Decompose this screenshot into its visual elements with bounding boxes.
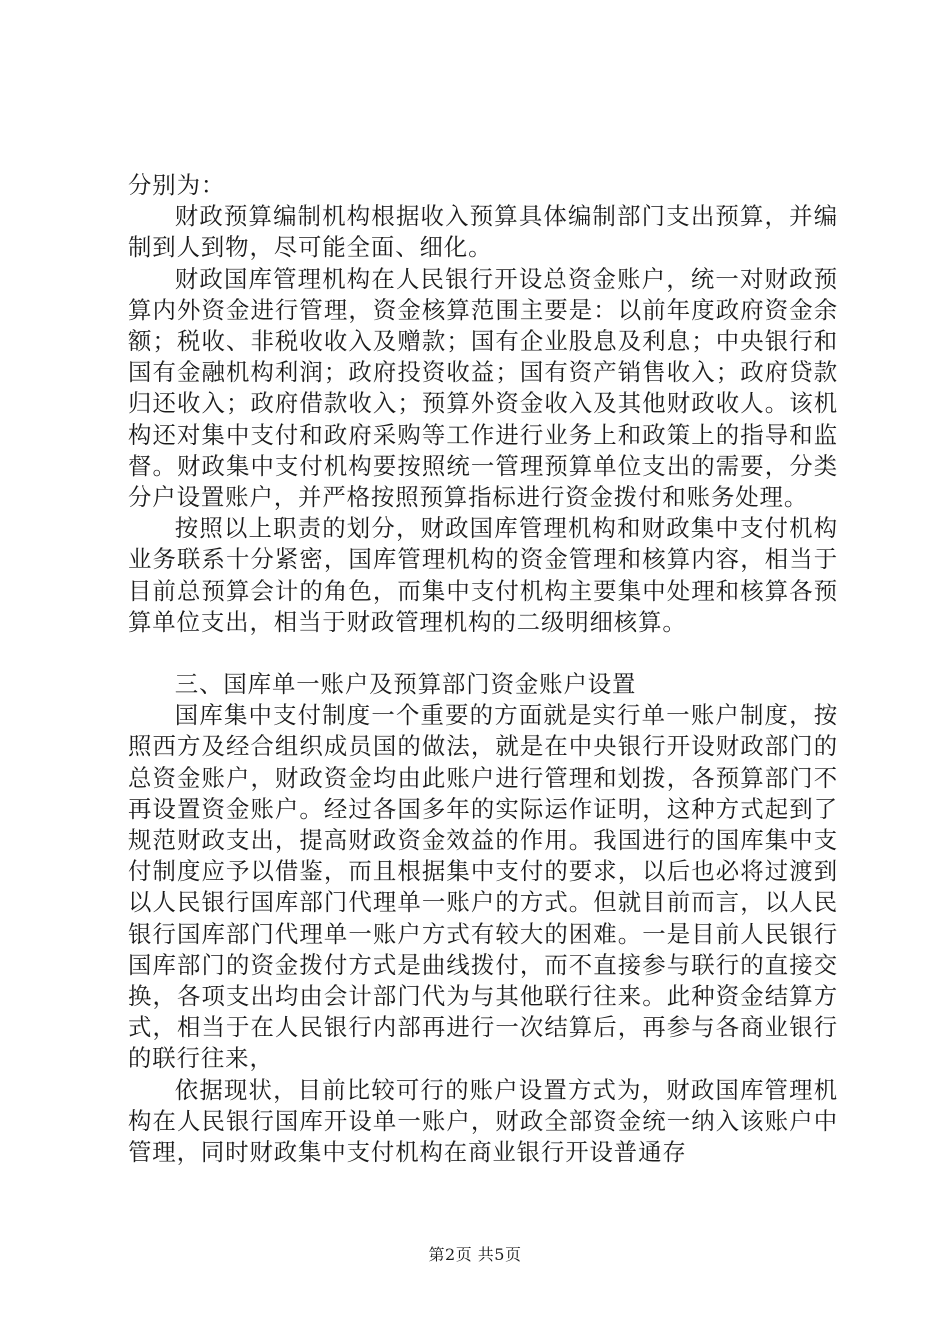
section-heading: 三、国库单一账户及预算部门资金账户设置 <box>174 670 637 699</box>
paragraph-responsibility-division: 按照以上职责的划分，财政国库管理机构和财政集中支付机构业务联系十分紧密，国库管理机构的资金管理和核算内容，相当于目前总预算会计的角色，而集中支付机构主要集中处理和核算各预算单位支出，相当于财政管理机构的二级明细核算。 <box>128 514 838 636</box>
document-body <box>128 170 838 1168</box>
paragraph-spacer <box>128 638 838 669</box>
paragraph-single-account: 国库集中支付制度一个重要的方面就是实行单一账户制度，按照西方及经合组织成员国的做法，就是在中央银行开设财政部门的总资金账户，财政资金均由此账户进行管理和划拨，各预算部门不再设置资金账户。经过各国多年的实际运作证明，这种方式起到了规范财政支出，提高财政资金效益的作用。我国进行的国库集中支付制度应予以借鉴，而且根据集中支付的要求，以后也必将过渡到以人民银行国库部门代理单一账户的方式。但就目前而言，以人民银行国库部门代理单一账户方式有较大的困难。一是目前人民银行国库部门的资金拨付方式是曲线拨付，而不直接参与联行的直接交换，各项支出均由会计部门代为与其他联行往来。此种资金结算方式，相当于在人民银行内部再进行一次结算后，再参与各商业银行的联行往来， <box>128 701 838 1073</box>
paragraph-continuation: 分别为： <box>128 171 226 199</box>
paragraph-account-setup: 依据现状，目前比较可行的账户设置方式为，财政国库管理机构在人民银行国库开设单一账户，财政全部资金统一纳入该账户中管理，同时财政集中支付机构在商业银行开设普通存 <box>128 1075 838 1167</box>
paragraph-budget-compilation: 财政预算编制机构根据收入预算具体编制部门支出预算，并编制到人到物，尽可能全面、细化。 <box>128 202 838 262</box>
page-number-footer: 第2页 共5页 <box>428 1245 522 1264</box>
paragraph-treasury-management: 财政国库管理机构在人民银行开设总资金账户，统一对财政预算内外资金进行管理，资金核算范围主要是：以前年度政府资金余额；税收、非税收收入及赠款；国有企业股息及利息；中央银行和国有金融机构利润；政府投资收益；国有资产销售收入；政府贷款归还收入；政府借款收入；预算外资金收入及其他财政收人。该机构还对集中支付和政府采购等工作进行业务上和政策上的指导和监督。财政集中支付机构要按照统一管理预算单位支出的需要，分类分户设置账户，并严格按照预算指标进行资金拨付和账务处理。 <box>128 264 838 512</box>
